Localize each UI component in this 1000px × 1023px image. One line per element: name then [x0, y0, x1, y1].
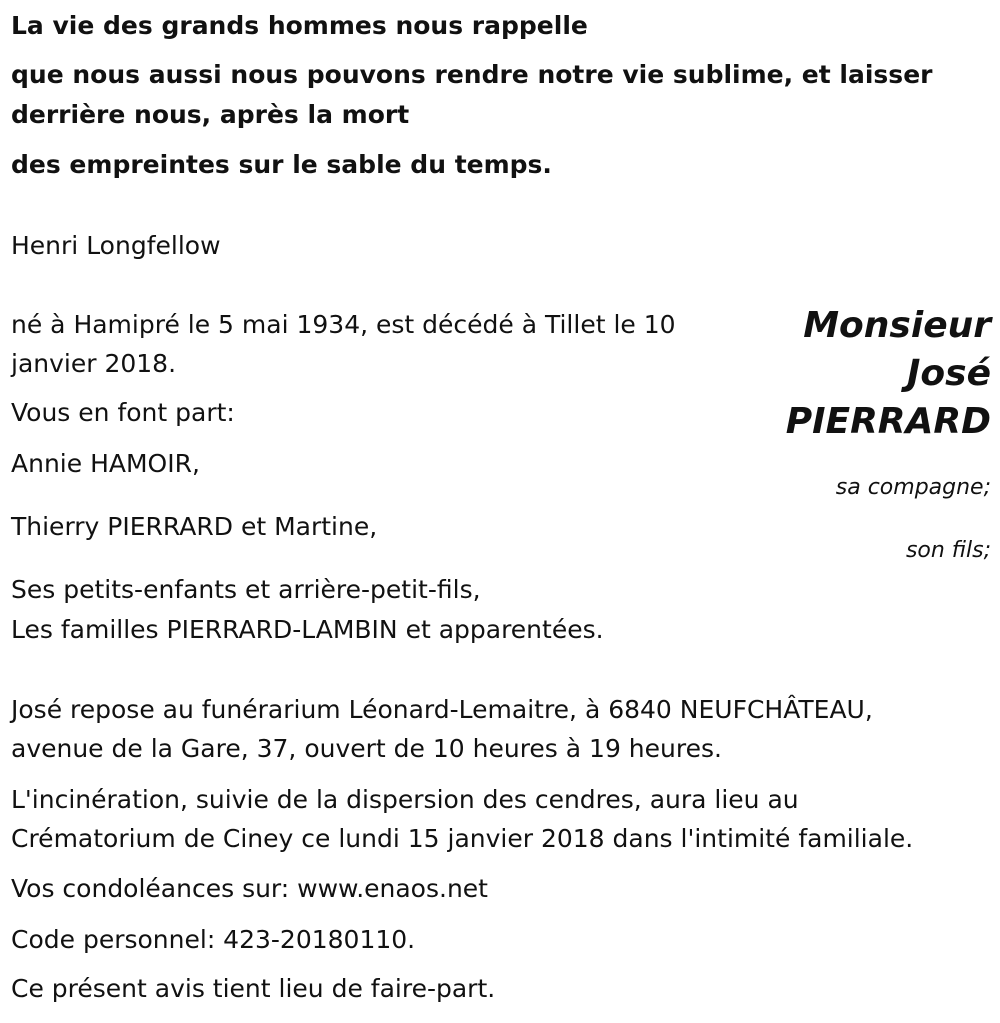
others-line-2: Les familles PIERRARD-LAMBIN et apparentées. — [11, 615, 604, 644]
quote-line-2b: derrière nous, après la mort — [11, 100, 410, 129]
deceased-first-name: José — [907, 353, 991, 394]
personal-code: Code personnel: 423-20180110. — [11, 925, 416, 954]
quote-line-1: La vie des grands hommes nous rappelle — [11, 11, 588, 40]
cremation-line-2: Crématorium de Ciney ce lundi 15 janvier 2018 dans l'intimité familiale. — [11, 824, 914, 853]
family-member-role: son fils; — [905, 538, 991, 563]
cremation-line-1: L'incinération, suivie de la dispersion des cendres, aura lieu au — [11, 785, 799, 814]
quote-author: Henri Longfellow — [11, 231, 221, 260]
quote-line-3: des empreintes sur le sable du temps. — [11, 150, 552, 179]
notice-text: Ce présent avis tient lieu de faire-part. — [11, 974, 496, 1003]
deceased-name-block — [786, 302, 991, 446]
deceased-last-name: PIERRARD — [785, 401, 991, 442]
condolences-text: Vos condoléances sur: www.enaos.net — [11, 874, 488, 903]
rest-line-1: José repose au funérarium Léonard-Lemaitre, à 6840 NEUFCHÂTEAU, — [11, 695, 873, 724]
quote-line-2a: que nous aussi nous pouvons rendre notre vie sublime, et laisser — [11, 60, 933, 89]
others-line-1: Ses petits-enfants et arrière-petit-fils, — [11, 575, 481, 604]
birth-line-1: né à Hamipré le 5 mai 1934, est décédé à Tillet le 10 — [11, 310, 676, 339]
family-member-role: sa compagne; — [835, 475, 991, 500]
family-member-name: Thierry PIERRARD et Martine, — [11, 512, 378, 541]
family-member-name: Annie HAMOIR, — [11, 449, 200, 478]
birth-line-2: janvier 2018. — [11, 349, 177, 378]
deceased-title: Monsieur — [803, 305, 991, 346]
announce-text: Vous en font part: — [11, 398, 235, 427]
rest-line-2: avenue de la Gare, 37, ouvert de 10 heures à 19 heures. — [11, 734, 722, 763]
